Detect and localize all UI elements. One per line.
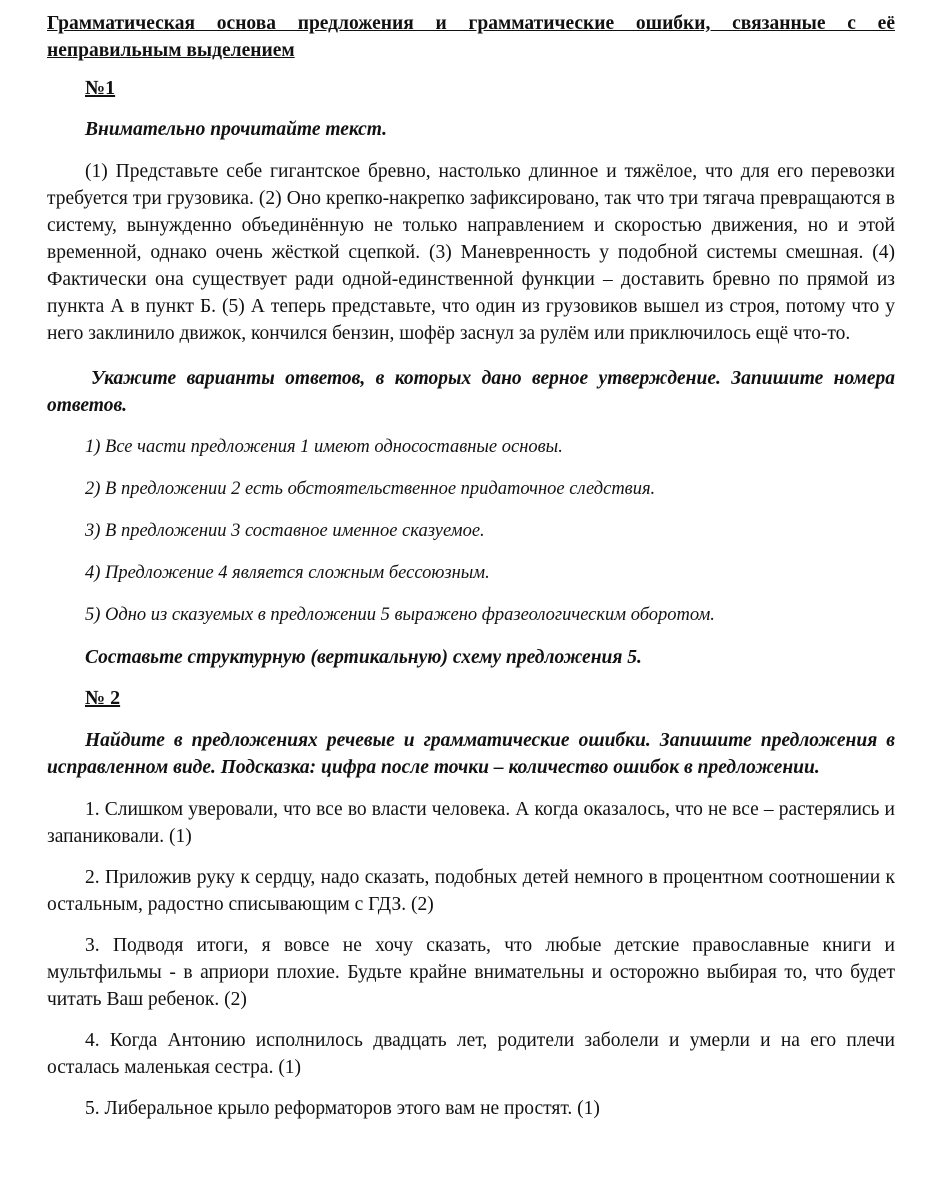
task1-option-5: 5) Одно из сказуемых в предложении 5 выражено фразеологическим оборотом. — [85, 605, 715, 625]
task2-sentence-2: 2. Приложив руку к сердцу, надо сказать, подобных детей немного в процентном соотношении к остальным, радостно списывающим с ГДЗ. (2) — [47, 867, 895, 915]
task2-sentence-3: 3. Подводя итоги, я вовсе не хочу сказать, что любые детские православные книги и мультфильмы - в априори плохие. Будьте крайне внимательны и осторожно выбирая то, что будет читать Ваш ребенок. (2) — [47, 935, 895, 1010]
task1-option-4: 4) Предложение 4 является сложным бессоюзным. — [85, 563, 490, 583]
task2-instruction: Найдите в предложениях речевые и грамматические ошибки. Запишите предложения в исправленном виде. Подсказка: цифра после точки – количество ошибок в предложении. — [47, 730, 895, 778]
task1-number: №1 — [85, 77, 116, 99]
document-title: Грамматическая основа предложения и грамматические ошибки, связанные с её неправильным выделением — [47, 13, 895, 61]
document-page — [47, 10, 895, 1122]
task1-question: Укажите варианты ответов, в которых дано верное утверждение. Запишите номера ответов. — [47, 368, 895, 416]
task2-sentence-5: 5. Либеральное крыло реформаторов этого вам не простят. (1) — [85, 1098, 600, 1119]
task1-option-2: 2) В предложении 2 есть обстоятельственное придаточное следствия. — [85, 479, 656, 499]
task2-sentence-4: 4. Когда Антонию исполнилось двадцать лет, родители заболели и умерли и на его плечи осталась маленькая сестра. (1) — [47, 1030, 895, 1078]
task2-number: № 2 — [85, 687, 121, 709]
task2-sentence-1: 1. Слишком уверовали, что все во власти человека. А когда оказалось, что не все – растерялись и запаниковали. (1) — [47, 799, 895, 847]
task1-option-1: 1) Все части предложения 1 имеют односоставные основы. — [85, 437, 563, 457]
task1-option-3: 3) В предложении 3 составное именное сказуемое. — [85, 521, 485, 541]
task1-scheme-task: Составьте структурную (вертикальную) схему предложения 5. — [85, 647, 642, 668]
task1-instruction: Внимательно прочитайте текст. — [85, 119, 388, 140]
task1-text: (1) Представьте себе гигантское бревно, настолько длинное и тяжёлое, что для его перевозки требуется три грузовика. (2) Оно крепко-накрепко зафиксировано, так что три тягача превращаются в систему, вынужденно объединённую не только направлением и скоростью движения, но и этой временной, однако очень жёсткой сцепкой. (3) Маневренность у подобной системы смешная. (4) Фактически она существует ради одной-единственной функции – доставить бревно по прямой из пункта А в пункт Б. (5) А теперь представьте, что один из грузовиков вышел из строя, потому что у него заклинило движок, кончился бензин, шофёр заснул за рулём или приключилось ещё что-то. — [47, 161, 895, 344]
